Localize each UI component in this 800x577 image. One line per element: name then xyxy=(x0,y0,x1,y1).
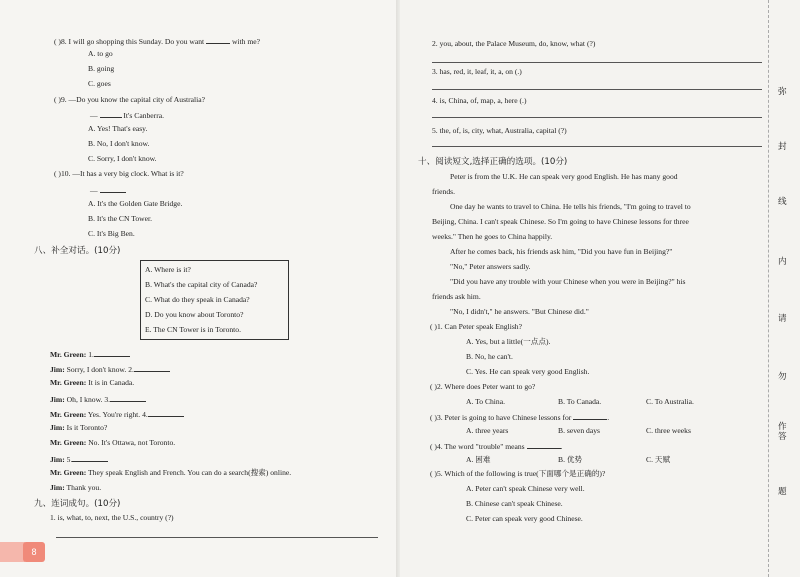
dialog-line-4: Jim: Oh, I know. 3. xyxy=(50,393,146,405)
sentence-5: 5. the, of, is, city, what, Australia, capital (?) xyxy=(432,126,567,135)
dialog-option-d: D. Do you know about Toronto? xyxy=(145,310,244,319)
option-9a: A. Yes! That's easy. xyxy=(88,124,148,133)
reading-question-5: ( )5. Which of the following is true(下面哪个是正确的)? xyxy=(430,469,606,478)
dialog-line-10: Jim: Thank you. xyxy=(50,483,102,492)
reading-option-3c: C. three weeks xyxy=(646,426,691,435)
dialog-line-7: Mr. Green: No. It's Ottawa, not Toronto. xyxy=(50,438,176,447)
option-10a: A. It's the Golden Gate Bridge. xyxy=(88,199,183,208)
right-page xyxy=(400,0,800,577)
passage-line: friends ask him. xyxy=(432,292,481,301)
dialog-line-5: Mr. Green: Yes. You're right. 4. xyxy=(50,408,184,420)
passage-line: weeks." Then he goes to China happily. xyxy=(432,232,553,241)
sentence-2: 2. you, about, the Palace Museum, do, know, what (?) xyxy=(432,39,596,48)
dialog-line-8: Jim: 5. xyxy=(50,453,108,465)
reading-option-4a: A. 困难 xyxy=(466,455,491,464)
reading-option-4b: B. 优势 xyxy=(558,455,583,464)
option-9b: B. No, I don't know. xyxy=(88,139,150,148)
option-8b: B. going xyxy=(88,64,115,73)
margin-char: 题 xyxy=(778,487,787,497)
passage-line: One day he wants to travel to China. He tells his friends, "I'm going to travel to xyxy=(450,202,691,211)
dialog-option-a: A. Where is it? xyxy=(145,265,191,274)
margin-char: 请 xyxy=(778,314,787,324)
section-10-title: 十、阅读短文,选择正确的选项。(10分) xyxy=(418,157,568,167)
reading-option-1a: A. Yes, but a little(一点点). xyxy=(466,337,551,346)
reading-option-3a: A. three years xyxy=(466,426,509,435)
option-9c: C. Sorry, I don't know. xyxy=(88,154,157,163)
dialog-line-1: Mr. Green: 1. xyxy=(50,348,130,360)
answer-line-5 xyxy=(432,146,762,147)
reading-question-2: ( )2. Where does Peter want to go? xyxy=(430,382,536,391)
option-8c: C. goes xyxy=(88,79,111,88)
option-10c: C. It's Big Ben. xyxy=(88,229,135,238)
seal-line xyxy=(768,0,769,577)
passage-line: "No," Peter answers sadly. xyxy=(450,262,531,271)
dialog-line-9: Mr. Green: They speak English and French. You can do a search(搜索) online. xyxy=(50,468,292,477)
dialog-line-6: Jim: Is it Toronto? xyxy=(50,423,108,432)
dialog-option-c: C. What do they speak in Canada? xyxy=(145,295,250,304)
sentence-3: 3. has, red, it, leaf, it, a, on (.) xyxy=(432,67,522,76)
passage-line: After he comes back, his friends ask him, "Did you have fun in Beijing?" xyxy=(450,247,673,256)
dialog-option-e: E. The CN Tower is in Toronto. xyxy=(145,325,241,334)
question-8: ( )8. I will go shopping this Sunday. Do you want with me? xyxy=(54,37,260,46)
reading-option-1b: B. No, he can't. xyxy=(466,352,513,361)
question-9-reply: — It's Canberra. xyxy=(90,111,164,120)
reading-question-4: ( )4. The word "trouble" means . xyxy=(430,442,563,451)
passage-line: "Did you have any trouble with your Chinese when you were in Beijing?" his xyxy=(450,277,686,286)
page-number: 8 xyxy=(23,542,45,562)
section-8-title: 八、补全对话。(10分) xyxy=(34,246,121,256)
answer-line-2 xyxy=(432,62,762,63)
question-10: ( )10. —It has a very big clock. What is it? xyxy=(54,169,184,178)
dialog-line-3: Mr. Green: It is in Canada. xyxy=(50,378,135,387)
section-9-title: 九、连词成句。(10分) xyxy=(34,499,121,509)
margin-char: 作 xyxy=(778,422,787,432)
question-10-reply: — xyxy=(90,184,126,196)
passage-line: Peter is from the U.K. He can speak very good English. He has many good xyxy=(450,172,678,181)
dialog-option-b: B. What's the capital city of Canada? xyxy=(145,280,258,289)
reading-option-5c: C. Peter can speak very good Chinese. xyxy=(466,514,583,523)
passage-line: "No, I didn't," he answers. "But Chinese did." xyxy=(450,307,589,316)
question-9: ( )9. —Do you know the capital city of Australia? xyxy=(54,95,205,104)
answer-line-1 xyxy=(56,537,378,538)
reading-option-2b: B. To Canada. xyxy=(558,397,602,406)
margin-char: 封 xyxy=(778,142,787,152)
reading-option-3b: B. seven days xyxy=(558,426,600,435)
margin-char: 线 xyxy=(778,197,787,207)
margin-char: 弥 xyxy=(778,87,787,97)
reading-option-4c: C. 天赋 xyxy=(646,455,671,464)
reading-option-5b: B. Chinese can't speak Chinese. xyxy=(466,499,563,508)
reading-option-2c: C. To Australia. xyxy=(646,397,694,406)
passage-line: Beijing, China. I can't speak Chinese. So I'm going to have Chinese lessons for three xyxy=(432,217,689,226)
reading-option-1c: C. Yes. He can speak very good English. xyxy=(466,367,590,376)
reading-question-1: ( )1. Can Peter speak English? xyxy=(430,322,522,331)
sentence-1: 1. is, what, to, next, the U.S., country (?) xyxy=(50,513,174,522)
reading-question-3: ( )3. Peter is going to have Chinese lessons for . xyxy=(430,413,610,422)
page-tab xyxy=(0,542,25,562)
dialog-line-2: Jim: Sorry, I don't know. 2. xyxy=(50,363,170,375)
answer-line-4 xyxy=(432,117,762,118)
option-8a: A. to go xyxy=(88,49,113,58)
reading-option-5a: A. Peter can't speak Chinese very well. xyxy=(466,484,585,493)
margin-char: 内 xyxy=(778,257,787,267)
sentence-4: 4. is, China, of, map, a, here (.) xyxy=(432,96,527,105)
answer-line-3 xyxy=(432,89,762,90)
reading-option-2a: A. To China. xyxy=(466,397,505,406)
margin-char: 勿 xyxy=(778,372,787,382)
margin-char: 答 xyxy=(778,432,787,442)
option-10b: B. It's the CN Tower. xyxy=(88,214,152,223)
passage-line: friends. xyxy=(432,187,455,196)
